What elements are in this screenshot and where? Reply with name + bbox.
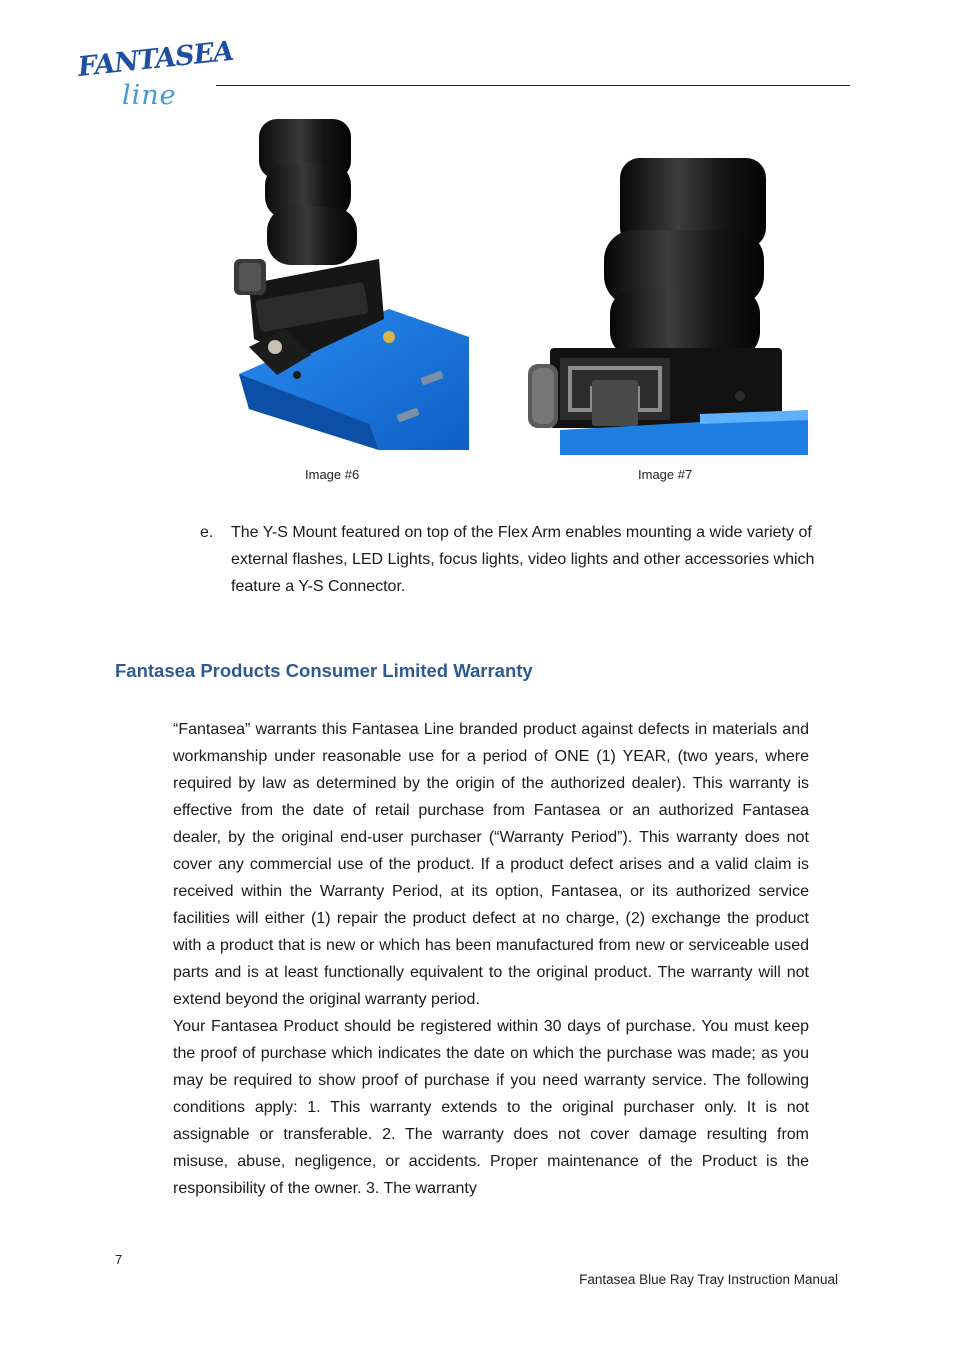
warranty-paragraph-2: Your Fantasea Product should be registered within 30 days of purchase. You must keep the proof of purchase which indicates the date on which the purchase was made; as you may be required to show proof of purchase if you need warranty service. The following conditions apply: 1. This warranty extends to the original purchaser only. It is not assignable or transferable. 2. The warranty does not cover damage resulting from misuse, abuse, negligence, or accidents. Proper maintenance of the Product is the responsibility of the owner. 3. The warranty xyxy=(173,1018,809,1197)
warranty-body xyxy=(173,716,809,1202)
list-marker: e. xyxy=(200,524,214,541)
image-7-caption: Image #7 xyxy=(638,467,693,482)
photo-image-7 xyxy=(520,158,808,455)
page-number: 7 xyxy=(115,1252,123,1267)
list-item xyxy=(200,519,820,600)
photo-image-6 xyxy=(229,119,469,450)
header-rule xyxy=(216,85,850,86)
warranty-heading: Fantasea Products Consumer Limited Warranty xyxy=(115,660,533,681)
image-6-caption: Image #6 xyxy=(305,467,360,482)
footer-document-title: Fantasea Blue Ray Tray Instruction Manual xyxy=(579,1272,838,1287)
warranty-paragraph-1: “Fantasea” warrants this Fantasea Line branded product against defects in materials and workmanship under reasonable use for a period of ONE (1) YEAR, (two years, where required by law as determined by the origin of the authorized dealer). This warranty is effective from the date of retail purchase from Fantasea or an authorized Fantasea dealer, by the original end-user purchaser (“Warranty Period”). This warranty does not cover any commercial use of the product. If a product defect arises and a valid claim is received within the Warranty Period, at its option, Fantasea, or its authorized service facilities will either (1) repair the product defect at no charge, (2) exchange the product with a product that is new or which has been manufactured from new or serviceable used parts and is at least functionally equivalent to the original product. The warranty will not extend beyond the original warranty period. xyxy=(173,721,809,1008)
list-item-text: The Y-S Mount featured on top of the Flex Arm enables mounting a wide variety of external flashes, LED Lights, focus lights, video lights and other accessories which feature a Y-S Connector. xyxy=(231,524,815,595)
fantasea-line-logo xyxy=(76,35,235,118)
logo-subtitle: line xyxy=(122,80,177,111)
logo-wordmark: FANTASEA xyxy=(76,35,235,83)
